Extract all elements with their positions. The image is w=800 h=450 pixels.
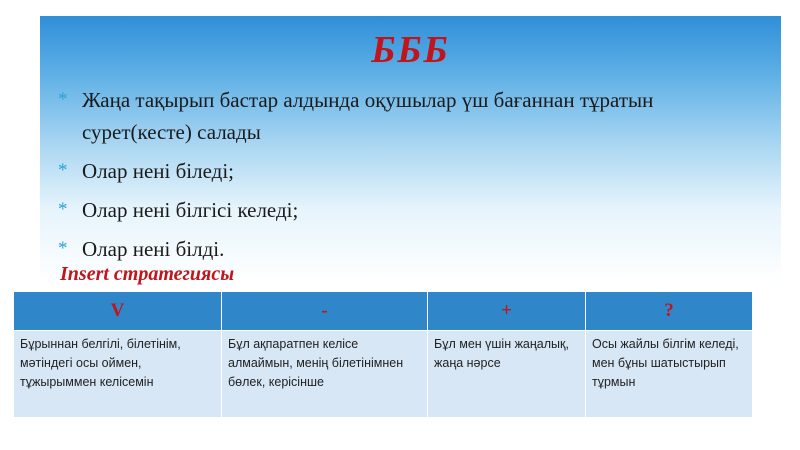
bullet-text: Олар нені біледі; <box>82 159 234 183</box>
bullet-text: Олар нені білгісі келеді; <box>82 198 299 222</box>
bullet-marker-icon: * <box>58 238 68 259</box>
bullet-marker-icon: * <box>58 160 68 181</box>
bullet-item <box>58 84 758 148</box>
table-header-cell: + <box>428 292 586 331</box>
strategy-subheading: Insert стратегиясы <box>60 263 235 285</box>
insert-table <box>13 291 753 418</box>
bullet-text: Олар нені білді. <box>82 237 225 261</box>
table-header-row <box>14 292 753 331</box>
table-header-cell: - <box>222 292 428 331</box>
table-cell: Бұл ақпаратпен келісе алмаймын, менің білетінімнен бөлек, керісінше <box>222 331 428 418</box>
table-cell: Осы жайлы білгім келеді, мен бұны шатыстырып тұрмын <box>586 331 753 418</box>
bullet-list <box>58 84 758 272</box>
slide-title: БББ <box>371 29 450 71</box>
table-row <box>14 331 753 418</box>
table-header-cell: V <box>14 292 222 331</box>
bullet-text: Жаңа тақырып бастар алдында оқушылар үш бағаннан тұратын сурет(кесте) салады <box>82 88 654 144</box>
table-cell: Бұл мен үшін жаңалық, жаңа нәрсе <box>428 331 586 418</box>
bullet-item <box>58 233 758 265</box>
table-header-cell: ? <box>586 292 753 331</box>
table-cell: Бұрыннан белгілі, білетінім, мәтіндегі осы оймен, тұжырыммен келісемін <box>14 331 222 418</box>
bullet-marker-icon: * <box>58 199 68 220</box>
bullet-marker-icon: * <box>58 89 68 110</box>
bullet-item <box>58 194 758 226</box>
bullet-item <box>58 155 758 187</box>
